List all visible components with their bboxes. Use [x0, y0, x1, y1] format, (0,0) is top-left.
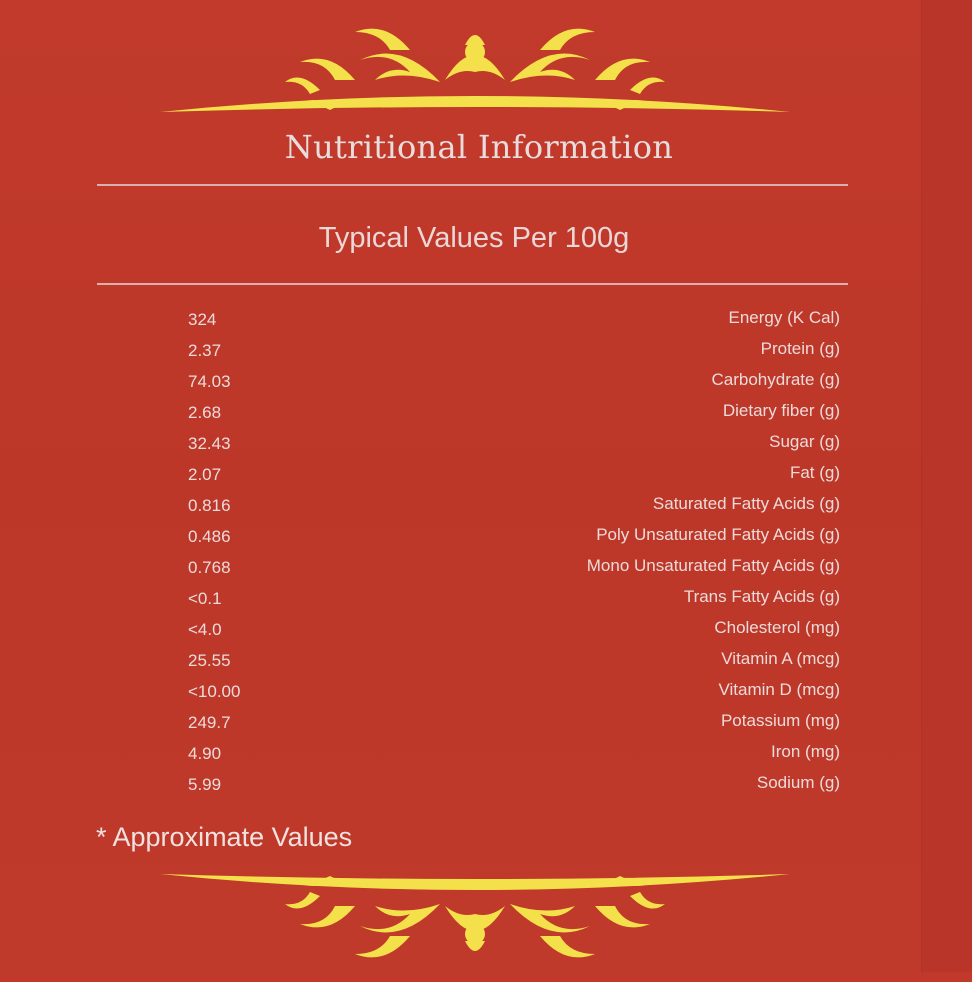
- nutrient-name: Mono Unsaturated Fatty Acids (g): [586, 556, 840, 575]
- nutrient-name: Iron (mg): [771, 742, 840, 761]
- nutrient-row: [188, 553, 840, 584]
- nutrient-name: Vitamin D (mcg): [718, 680, 840, 699]
- nutrient-value: 2.07: [188, 465, 222, 484]
- nutrient-row: [188, 429, 840, 460]
- bottom-ornament-icon: [150, 862, 800, 982]
- nutrient-row: [188, 739, 840, 770]
- nutrient-row: [188, 770, 840, 801]
- nutrient-name: Cholesterol (mg): [714, 618, 840, 637]
- nutrient-name: Potassium (mg): [720, 711, 840, 730]
- nutrient-row: [188, 398, 840, 429]
- nutrient-row: [188, 367, 840, 398]
- nutrient-value: <4.0: [188, 620, 222, 639]
- nutrient-name: Poly Unsaturated Fatty Acids (g): [596, 525, 840, 544]
- nutrient-name: Energy (K Cal): [728, 308, 840, 327]
- nutrient-value: <10.00: [188, 682, 241, 701]
- nutrient-name: Dietary fiber (g): [722, 401, 840, 420]
- nutrient-name: Sugar (g): [769, 432, 840, 451]
- nutrient-value: 0.816: [188, 496, 231, 515]
- nutrient-row: [188, 708, 840, 739]
- nutrient-name: Vitamin A (mcg): [721, 649, 840, 668]
- subtitle: Typical Values Per 100g: [318, 222, 630, 254]
- nutrient-name: Trans Fatty Acids (g): [683, 587, 840, 606]
- nutrient-name: Carbohydrate (g): [711, 370, 840, 389]
- nutrient-value: 249.7: [188, 713, 231, 732]
- nutrient-value: 2.68: [188, 403, 222, 422]
- nutrient-row: [188, 522, 840, 553]
- nutrient-value: 25.55: [188, 651, 231, 670]
- nutrient-name: Sodium (g): [756, 773, 840, 792]
- nutrient-row: [188, 646, 840, 677]
- nutrient-name: Protein (g): [760, 339, 840, 358]
- nutrient-value: 2.37: [188, 341, 222, 360]
- nutrient-name: Fat (g): [789, 463, 840, 482]
- nutrient-value: 324: [188, 310, 217, 329]
- nutrient-name: Saturated Fatty Acids (g): [652, 494, 840, 513]
- top-ornament-icon: [150, 10, 800, 130]
- nutrient-list: [188, 305, 840, 801]
- nutrient-value: 4.90: [188, 744, 222, 763]
- nutrient-row: [188, 305, 840, 336]
- nutrient-row: [188, 677, 840, 708]
- nutrient-row: [188, 460, 840, 491]
- nutrient-value: 5.99: [188, 775, 222, 794]
- nutrient-row: [188, 584, 840, 615]
- nutrient-value: 74.03: [188, 372, 231, 391]
- nutrient-value: 0.768: [188, 558, 231, 577]
- nutrient-value: 0.486: [188, 527, 231, 546]
- nutrient-row: [188, 491, 840, 522]
- title-divider: [97, 184, 848, 186]
- subtitle-divider: [97, 283, 848, 285]
- nutrient-value: 32.43: [188, 434, 231, 453]
- nutrient-value: <0.1: [188, 589, 222, 608]
- nutrient-row: [188, 336, 840, 367]
- page-title: Nutritional Information: [284, 128, 674, 166]
- nutrient-row: [188, 615, 840, 646]
- approximate-note: * Approximate Values: [96, 822, 353, 852]
